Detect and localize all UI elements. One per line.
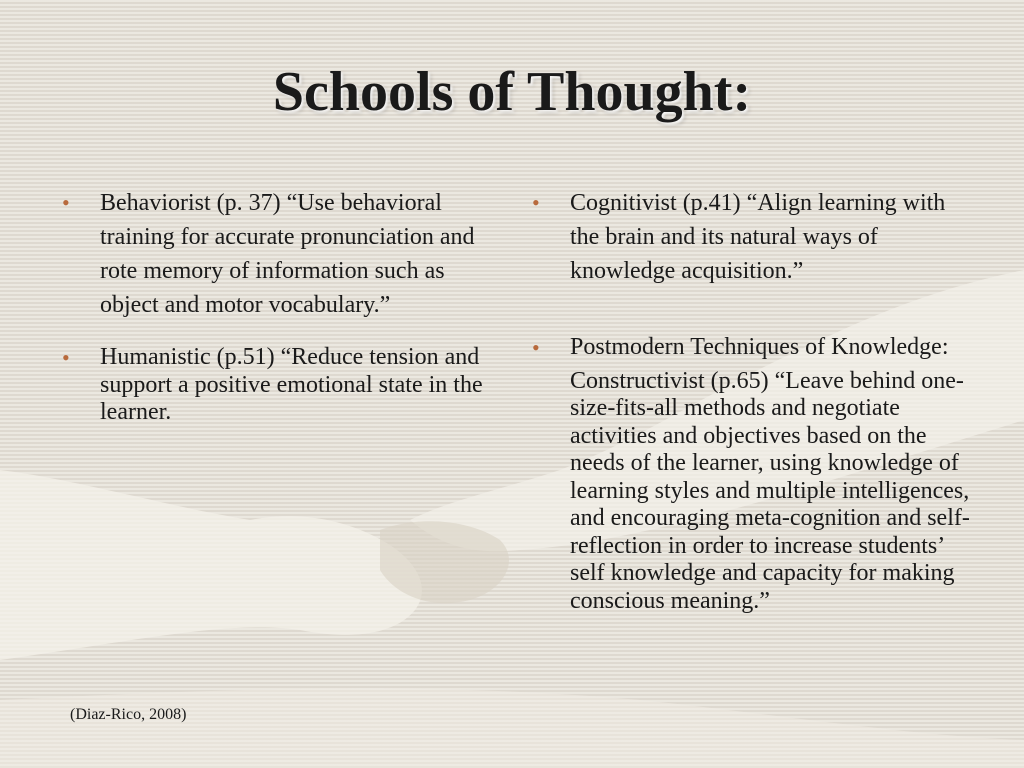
citation: (Diaz-Rico, 2008)	[70, 706, 187, 723]
postmodern-item: • Postmodern Techniques of Knowledge:	[528, 334, 974, 362]
cognitivist-item: • Cognitivist (p.41) “Align learning with the brain and its natural ways of knowledge acquisition.”	[528, 186, 974, 288]
left-hand-shape	[0, 470, 422, 660]
slide-title: Schools of Thought:	[272, 61, 752, 123]
left-column	[58, 186, 498, 427]
humanistic-item: • Humanistic (p.51) “Reduce tension and support a positive emotional state in the learner.	[58, 344, 498, 427]
constructivist-text: Constructivist (p.65) “Leave behind one-size-fits-all methods and negotiate activities and objectives based on the needs of the learner, using knowledge of learning styles and multiple intelligences, and encouraging meta-cognition and self-reflection in order to increase students’ self knowledge and capacity for making conscious meaning.”	[570, 367, 970, 614]
lower-sweep-shape	[0, 688, 1024, 768]
right-column	[528, 186, 974, 615]
behaviorist-item: • Behaviorist (p. 37) “Use behavioral training for accurate pronunciation and rote memory of information such as object and motor vocabulary.”	[58, 186, 498, 322]
